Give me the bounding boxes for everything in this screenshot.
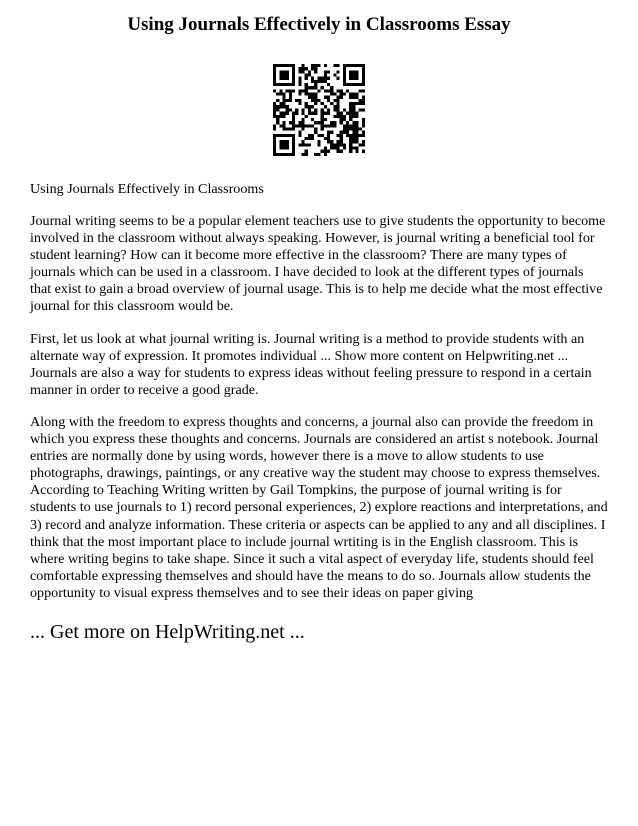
- document-title: Using Journals Effectively in Classrooms Essay: [127, 14, 511, 35]
- get-more-link[interactable]: ... Get more on HelpWriting.net ...: [30, 620, 305, 643]
- paragraph-2: First, let us look at what journal writing is. Journal writing is a method to provide students with an alternate way of expression. It promotes individual ... Show more content on Helpwriting.net ... Journals are also a way for students to express ideas without feeling pressure to respond in a certain manner in order to receive a good grade.: [30, 330, 592, 398]
- paragraph-1: Journal writing seems to be a popular element teachers use to give students the opportunity to become involved in the classroom without always speaking. However, is journal writing a beneficial tool for student learning? How can it become more effective in the classroom? There are many types of journals which can be used in a classroom. I have decided to look at the different types of journals that exist to gain a broad overview of journal usage. This is to help me decide what the most effective journal for this classroom would be.: [30, 213, 606, 315]
- document-subtitle: Using Journals Effectively in Classrooms: [30, 181, 264, 197]
- qr-code-icon: [273, 64, 365, 156]
- paragraph-3: Along with the freedom to express thoughts and concerns, a journal also can provide the freedom in which you express these thoughts and concerns. Journals are considered an artist s notebook. Journal entries are normally done by using words, however there is a move to allow students to use photographs, drawings, paintings, or any creative way the student may choose to express themselves. According to Teaching Writing written by Gail Tompkins, the purpose of journal writing is for students to use journals to 1) record personal experiences, 2) explore reactions and interpretations, and 3) record and analyze information. These criteria or aspects can be applied to any and all disciplines. I think that the most important place to include journal wrtiting is in the English classroom. This is where writing begins to take shape. Since it such a vital aspect of everyday life, students should feel comfortable expressing themselves and should have the means to do so. Journals allow students the opportunity to visual express themselves and to see their ideas on paper giving: [30, 413, 608, 601]
